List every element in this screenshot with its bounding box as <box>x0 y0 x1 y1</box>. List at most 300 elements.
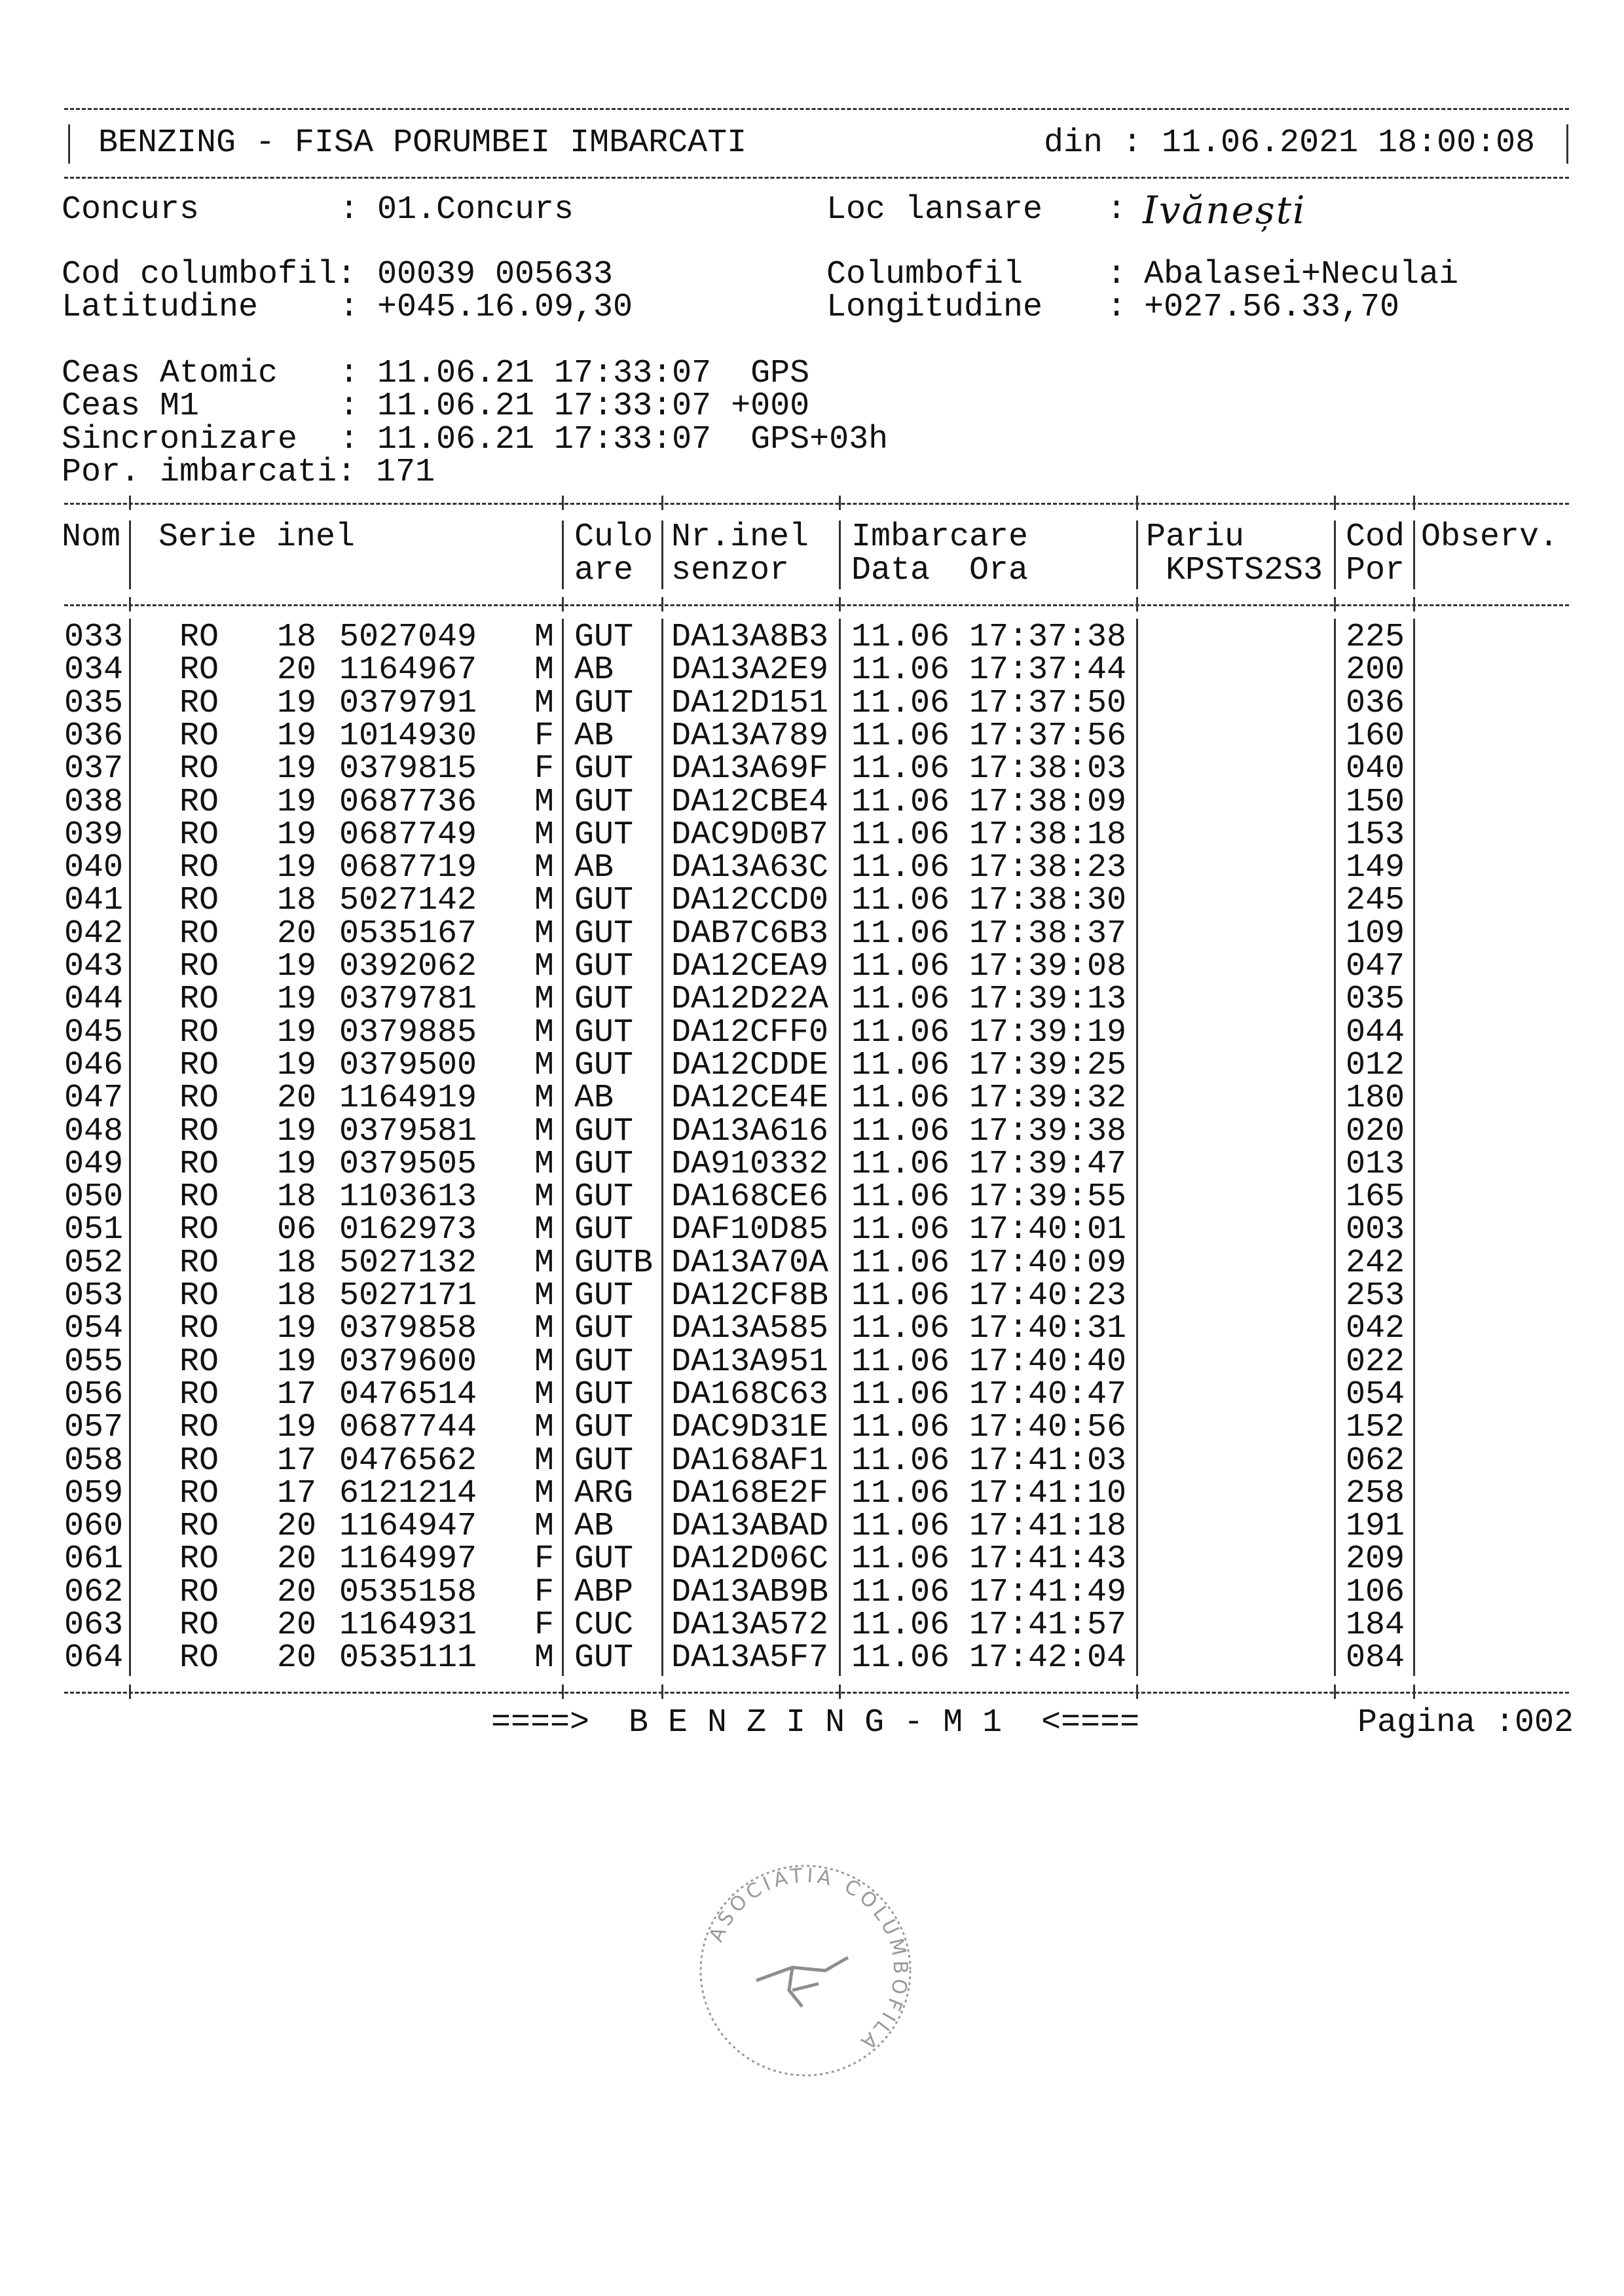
cell-cod: 209 <box>1346 1540 1405 1578</box>
cell-sensor: DA12D22A <box>671 981 829 1019</box>
cell-color: AB <box>574 717 614 755</box>
cell-country: RO <box>179 684 219 722</box>
cell-sex: M <box>534 948 555 985</box>
cell-nom: 056 <box>64 1376 124 1413</box>
cell-sensor: DA13A572 <box>671 1607 829 1644</box>
cell-time: 17:39:55 <box>969 1178 1127 1216</box>
cell-date: 11.06 <box>851 1046 950 1084</box>
loc-lansare-label: Loc lansare <box>826 191 1043 228</box>
cell-sensor: DAF10D85 <box>671 1211 829 1249</box>
header-border-left <box>68 124 70 164</box>
col-header-nr-inel-2: senzor <box>671 552 790 589</box>
cell-date: 11.06 <box>851 1540 950 1578</box>
cell-year: 20 <box>277 1540 317 1578</box>
col-header-imbarcare-1: Imbarcare <box>851 519 1029 556</box>
col-header-observ: Observ. <box>1421 519 1559 556</box>
cell-sensor: DAC9D31E <box>671 1409 829 1447</box>
cell-sensor: DA13A951 <box>671 1343 829 1381</box>
header-border-bottom <box>64 177 1569 179</box>
grid-cross <box>1334 496 1336 510</box>
cell-time: 17:37:44 <box>969 651 1127 689</box>
cell-date: 11.06 <box>851 684 950 722</box>
cell-year: 20 <box>277 1573 317 1611</box>
cell-sex: M <box>534 1080 555 1118</box>
cell-time: 17:37:56 <box>969 717 1127 755</box>
cell-time: 17:39:32 <box>969 1080 1127 1118</box>
cell-country: RO <box>179 1211 219 1249</box>
cell-year: 19 <box>277 1310 317 1348</box>
cell-ring: 0379500 <box>339 1046 477 1084</box>
cell-date: 11.06 <box>851 1573 950 1611</box>
cell-country: RO <box>179 981 219 1019</box>
cell-nom: 059 <box>64 1474 124 1512</box>
cell-date: 11.06 <box>851 1112 950 1150</box>
cell-cod: 152 <box>1346 1409 1405 1447</box>
colon: : <box>339 289 360 326</box>
cell-ring: 0392062 <box>339 948 477 985</box>
col-header-culoare-1: Culo <box>574 519 654 556</box>
cell-sex: M <box>534 1376 555 1413</box>
column-divider <box>839 520 841 589</box>
cell-nom: 063 <box>64 1607 124 1644</box>
grid-cross <box>1136 496 1138 510</box>
colon: : <box>1107 256 1127 293</box>
cell-nom: 049 <box>64 1145 124 1183</box>
cell-sensor: DA168CE6 <box>671 1178 829 1216</box>
cell-time: 17:41:18 <box>969 1508 1127 1546</box>
cell-country: RO <box>179 1145 219 1183</box>
cell-sensor: DA13A789 <box>671 717 829 755</box>
footer-banner: ====> B E N Z I N G - M 1 <==== <box>491 1704 1140 1741</box>
cell-cod: 054 <box>1346 1376 1405 1413</box>
column-divider <box>1334 619 1336 1676</box>
ceas-m1-value: 11.06.21 17:33:07 +000 <box>377 388 810 425</box>
cell-ring: 5027049 <box>339 619 477 656</box>
cell-country: RO <box>179 1343 219 1381</box>
cell-color: GUT <box>574 1639 634 1677</box>
ceas-atomic-value: 11.06.21 17:33:07 GPS <box>377 355 810 392</box>
colon: : <box>339 388 360 425</box>
cell-date: 11.06 <box>851 948 950 985</box>
cell-country: RO <box>179 948 219 985</box>
column-divider <box>1136 619 1138 1676</box>
cell-ring: 0535167 <box>339 915 477 953</box>
cell-year: 18 <box>277 882 317 920</box>
sincronizare-label: Sincronizare <box>62 421 298 458</box>
cell-time: 17:40:40 <box>969 1343 1127 1381</box>
cell-time: 17:39:38 <box>969 1112 1127 1150</box>
cell-sensor: DA13A69F <box>671 750 829 788</box>
cell-ring: 0379791 <box>339 684 477 722</box>
colon: : <box>339 421 360 458</box>
report-title: BENZING - FISA PORUMBEI IMBARCATI <box>98 124 747 162</box>
column-divider <box>1136 520 1138 589</box>
cell-country: RO <box>179 1639 219 1677</box>
cell-color: GUT <box>574 783 634 821</box>
cell-year: 19 <box>277 684 317 722</box>
cell-sensor: DA168C63 <box>671 1376 829 1413</box>
grid-cross <box>1413 496 1415 510</box>
cell-ring: 0687719 <box>339 849 477 887</box>
grid-cross <box>1413 597 1415 611</box>
cell-sensor: DA12CEA9 <box>671 948 829 985</box>
cell-year: 20 <box>277 915 317 953</box>
cell-date: 11.06 <box>851 981 950 1019</box>
cell-cod: 149 <box>1346 849 1405 887</box>
columbofil-label: Columbofil <box>826 256 1024 293</box>
cell-nom: 045 <box>64 1013 124 1051</box>
cell-nom: 042 <box>64 915 124 953</box>
pigeon-icon <box>756 1958 848 2007</box>
cell-sex: F <box>534 1607 555 1644</box>
column-divider <box>839 619 841 1676</box>
cell-year: 17 <box>277 1474 317 1512</box>
cell-time: 17:37:50 <box>969 684 1127 722</box>
cell-country: RO <box>179 1540 219 1578</box>
cell-cod: 003 <box>1346 1211 1405 1249</box>
cell-year: 18 <box>277 1244 317 1282</box>
grid-cross <box>1136 597 1138 611</box>
cell-nom: 047 <box>64 1080 124 1118</box>
cell-cod: 225 <box>1346 619 1405 656</box>
cell-nom: 062 <box>64 1573 124 1611</box>
longitude-value: +027.56.33,70 <box>1144 289 1400 326</box>
cell-ring: 0379885 <box>339 1013 477 1051</box>
cell-nom: 055 <box>64 1343 124 1381</box>
cell-cod: 180 <box>1346 1080 1405 1118</box>
cell-date: 11.06 <box>851 750 950 788</box>
cell-nom: 046 <box>64 1046 124 1084</box>
header-border-top <box>64 108 1569 110</box>
cell-color: GUT <box>574 1046 634 1084</box>
cell-year: 18 <box>277 619 317 656</box>
cell-country: RO <box>179 1508 219 1546</box>
cell-year: 19 <box>277 1112 317 1150</box>
cell-ring: 1164919 <box>339 1080 477 1118</box>
table-separator-header <box>64 604 1569 606</box>
col-header-culoare-2: are <box>574 552 634 589</box>
grid-cross <box>1334 597 1336 611</box>
cell-year: 06 <box>277 1211 317 1249</box>
column-divider <box>1413 520 1415 589</box>
cell-cod: 242 <box>1346 1244 1405 1282</box>
cell-date: 11.06 <box>851 651 950 689</box>
cell-time: 17:40:23 <box>969 1277 1127 1315</box>
cell-country: RO <box>179 1310 219 1348</box>
cell-sex: M <box>534 1178 555 1216</box>
cell-nom: 044 <box>64 981 124 1019</box>
cell-ring: 5027132 <box>339 1244 477 1282</box>
date-value: 11.06.2021 18:00:08 <box>1162 124 1536 162</box>
cell-country: RO <box>179 1442 219 1480</box>
cell-year: 19 <box>277 816 317 854</box>
cell-sensor: DA12D06C <box>671 1540 829 1578</box>
cell-cod: 109 <box>1346 915 1405 953</box>
cell-cod: 160 <box>1346 717 1405 755</box>
cell-date: 11.06 <box>851 1145 950 1183</box>
cell-ring: 0162973 <box>339 1211 477 1249</box>
cell-time: 17:42:04 <box>969 1639 1127 1677</box>
por-imbarcati-value: 171 <box>376 454 435 491</box>
cell-date: 11.06 <box>851 1409 950 1447</box>
cell-color: GUT <box>574 1376 634 1413</box>
cell-time: 17:38:37 <box>969 915 1127 953</box>
cell-cod: 036 <box>1346 684 1405 722</box>
cell-sex: M <box>534 1277 555 1315</box>
concurs-label: Concurs <box>62 191 200 228</box>
cell-date: 11.06 <box>851 783 950 821</box>
cell-cod: 020 <box>1346 1112 1405 1150</box>
cell-color: CUC <box>574 1607 634 1644</box>
cell-color: GUT <box>574 1442 634 1480</box>
cell-year: 18 <box>277 1277 317 1315</box>
cell-year: 19 <box>277 981 317 1019</box>
cell-cod: 150 <box>1346 783 1405 821</box>
cell-year: 20 <box>277 1080 317 1118</box>
cell-color: GUT <box>574 882 634 920</box>
cell-sex: M <box>534 1145 555 1183</box>
cell-date: 11.06 <box>851 1376 950 1413</box>
concurs-value: 01.Concurs <box>377 191 574 228</box>
cell-cod: 040 <box>1346 750 1405 788</box>
cell-color: GUT <box>574 1013 634 1051</box>
cell-cod: 084 <box>1346 1639 1405 1677</box>
cell-year: 19 <box>277 948 317 985</box>
cell-sex: F <box>534 1540 555 1578</box>
cell-ring: 5027142 <box>339 882 477 920</box>
cell-date: 11.06 <box>851 915 950 953</box>
cell-date: 11.06 <box>851 882 950 920</box>
cell-cod: 253 <box>1346 1277 1405 1315</box>
cell-color: GUT <box>574 1211 634 1249</box>
cell-ring: 1103613 <box>339 1178 477 1216</box>
cell-nom: 036 <box>64 717 124 755</box>
cell-ring: 5027171 <box>339 1277 477 1315</box>
cell-sex: M <box>534 1211 555 1249</box>
grid-cross <box>839 496 841 510</box>
cell-year: 19 <box>277 717 317 755</box>
cell-date: 11.06 <box>851 1244 950 1282</box>
cell-sensor: DA13A616 <box>671 1112 829 1150</box>
cell-year: 20 <box>277 1508 317 1546</box>
cell-time: 17:40:09 <box>969 1244 1127 1282</box>
cell-date: 11.06 <box>851 1474 950 1512</box>
column-divider <box>1334 520 1336 589</box>
cell-time: 17:39:47 <box>969 1145 1127 1183</box>
cell-sex: M <box>534 1310 555 1348</box>
cell-sensor: DA910332 <box>671 1145 829 1183</box>
cell-nom: 050 <box>64 1178 124 1216</box>
cell-cod: 165 <box>1346 1178 1405 1216</box>
cell-cod: 153 <box>1346 816 1405 854</box>
cell-sensor: DA12CE4E <box>671 1080 829 1118</box>
column-divider <box>129 619 131 1676</box>
cell-date: 11.06 <box>851 816 950 854</box>
grid-cross <box>129 496 131 510</box>
cell-sex: M <box>534 882 555 920</box>
cell-cod: 035 <box>1346 981 1405 1019</box>
cell-country: RO <box>179 849 219 887</box>
cell-nom: 058 <box>64 1442 124 1480</box>
cell-year: 19 <box>277 750 317 788</box>
cell-nom: 043 <box>64 948 124 985</box>
cell-country: RO <box>179 1178 219 1216</box>
cell-cod: 191 <box>1346 1508 1405 1546</box>
cell-nom: 064 <box>64 1639 124 1677</box>
cell-year: 19 <box>277 1013 317 1051</box>
cell-time: 17:38:30 <box>969 882 1127 920</box>
cell-time: 17:38:03 <box>969 750 1127 788</box>
cell-sex: M <box>534 1474 555 1512</box>
col-header-pariu-2: KPSTS2S3 <box>1166 552 1323 589</box>
cell-cod: 106 <box>1346 1573 1405 1611</box>
cell-nom: 053 <box>64 1277 124 1315</box>
cell-cod: 042 <box>1346 1310 1405 1348</box>
colon: : <box>339 191 360 228</box>
cell-ring: 0535111 <box>339 1639 477 1677</box>
cell-time: 17:40:01 <box>969 1211 1127 1249</box>
cell-color: GUT <box>574 948 634 985</box>
cell-country: RO <box>179 1046 219 1084</box>
cell-color: GUT <box>574 1540 634 1578</box>
cell-country: RO <box>179 1376 219 1413</box>
cell-nom: 060 <box>64 1508 124 1546</box>
cell-time: 17:38:18 <box>969 816 1127 854</box>
cell-sensor: DA168AF1 <box>671 1442 829 1480</box>
cell-cod: 258 <box>1346 1474 1405 1512</box>
cell-date: 11.06 <box>851 717 950 755</box>
cell-date: 11.06 <box>851 1639 950 1677</box>
cell-sensor: DA13A5F7 <box>671 1639 829 1677</box>
cell-year: 19 <box>277 1409 317 1447</box>
cod-columbofil-label: Cod columbofil: <box>62 256 357 293</box>
stamp-text: ASOCIATIA COLUMBOFILA <box>705 1864 912 2056</box>
cell-sex: M <box>534 1013 555 1051</box>
table-separator-bottom <box>64 1692 1569 1694</box>
cell-color: GUT <box>574 684 634 722</box>
cell-color: GUT <box>574 1310 634 1348</box>
cell-ring: 1164967 <box>339 651 477 689</box>
cell-time: 17:40:56 <box>969 1409 1127 1447</box>
loc-lansare-handwritten: Ivănești <box>1143 188 1306 232</box>
report-date-label: din : 11.06.2021 18:00:08 <box>1044 124 1536 162</box>
cell-sex: F <box>534 717 555 755</box>
sincronizare-value: 11.06.21 17:33:07 GPS+03h <box>377 421 889 458</box>
cell-ring: 1164931 <box>339 1607 477 1644</box>
column-divider <box>661 520 663 589</box>
cell-ring: 1014930 <box>339 717 477 755</box>
cell-ring: 0687736 <box>339 783 477 821</box>
cell-sex: M <box>534 1639 555 1677</box>
cell-time: 17:37:38 <box>969 619 1127 656</box>
cell-cod: 013 <box>1346 1145 1405 1183</box>
cell-color: GUT <box>574 1277 634 1315</box>
cell-time: 17:41:49 <box>969 1573 1127 1611</box>
cell-sensor: DA12CBE4 <box>671 783 829 821</box>
cell-color: GUTB <box>574 1244 654 1282</box>
grid-cross <box>661 496 663 510</box>
cell-color: ARG <box>574 1474 634 1512</box>
cell-color: GUT <box>574 1112 634 1150</box>
cell-nom: 052 <box>64 1244 124 1282</box>
cell-time: 17:39:25 <box>969 1046 1127 1084</box>
cell-nom: 041 <box>64 882 124 920</box>
col-header-nr-inel-1: Nr.inel <box>671 519 809 556</box>
cell-country: RO <box>179 882 219 920</box>
cell-ring: 0379858 <box>339 1310 477 1348</box>
cell-ring: 0687744 <box>339 1409 477 1447</box>
longitude-label: Longitudine <box>826 289 1043 326</box>
cell-nom: 037 <box>64 750 124 788</box>
cell-sensor: DA12CCD0 <box>671 882 829 920</box>
cell-country: RO <box>179 717 219 755</box>
cell-country: RO <box>179 1277 219 1315</box>
column-divider <box>129 520 131 589</box>
cell-date: 11.06 <box>851 1080 950 1118</box>
cell-color: AB <box>574 651 614 689</box>
cell-country: RO <box>179 1607 219 1644</box>
cell-time: 17:40:31 <box>969 1310 1127 1348</box>
cell-ring: 0379581 <box>339 1112 477 1150</box>
latitude-value: +045.16.09,30 <box>377 289 633 326</box>
cell-sex: M <box>534 915 555 953</box>
cell-nom: 048 <box>64 1112 124 1150</box>
cell-color: ABP <box>574 1573 634 1611</box>
cell-time: 17:39:19 <box>969 1013 1127 1051</box>
cell-sensor: DA13A2E9 <box>671 651 829 689</box>
cell-ring: 1164997 <box>339 1540 477 1578</box>
cell-cod: 022 <box>1346 1343 1405 1381</box>
cell-color: GUT <box>574 981 634 1019</box>
cell-time: 17:41:10 <box>969 1474 1127 1512</box>
cell-date: 11.06 <box>851 849 950 887</box>
col-header-cod-1: Cod <box>1346 519 1405 556</box>
cell-sensor: DA13A63C <box>671 849 829 887</box>
col-header-imbarcare-2: Data Ora <box>851 552 1029 589</box>
cell-sensor: DA13A70A <box>671 1244 829 1282</box>
cell-time: 17:39:13 <box>969 981 1127 1019</box>
cod-label-text: Cod columbofil <box>62 256 337 293</box>
grid-cross <box>562 496 564 510</box>
cell-year: 19 <box>277 1046 317 1084</box>
cell-date: 11.06 <box>851 619 950 656</box>
cell-time: 17:38:09 <box>969 783 1127 821</box>
cell-country: RO <box>179 651 219 689</box>
grid-cross <box>562 597 564 611</box>
cell-nom: 051 <box>64 1211 124 1249</box>
cell-sex: M <box>534 981 555 1019</box>
cell-year: 20 <box>277 1607 317 1644</box>
cell-cod: 245 <box>1346 882 1405 920</box>
cell-date: 11.06 <box>851 1211 950 1249</box>
cell-country: RO <box>179 1112 219 1150</box>
cell-sex: F <box>534 1573 555 1611</box>
cell-color: GUT <box>574 1409 634 1447</box>
cell-ring: 0687749 <box>339 816 477 854</box>
grid-cross <box>129 597 131 611</box>
cell-ring: 0476562 <box>339 1442 477 1480</box>
cell-time: 17:38:23 <box>969 849 1127 887</box>
latitude-label: Latitudine <box>62 289 259 326</box>
cell-country: RO <box>179 915 219 953</box>
cell-sensor: DA13A585 <box>671 1310 829 1348</box>
cell-ring: 0379600 <box>339 1343 477 1381</box>
cod-columbofil-value: 00039 005633 <box>377 256 614 293</box>
cell-sex: F <box>534 750 555 788</box>
cell-sex: M <box>534 783 555 821</box>
header-border-right <box>1566 124 1568 164</box>
cell-nom: 040 <box>64 849 124 887</box>
